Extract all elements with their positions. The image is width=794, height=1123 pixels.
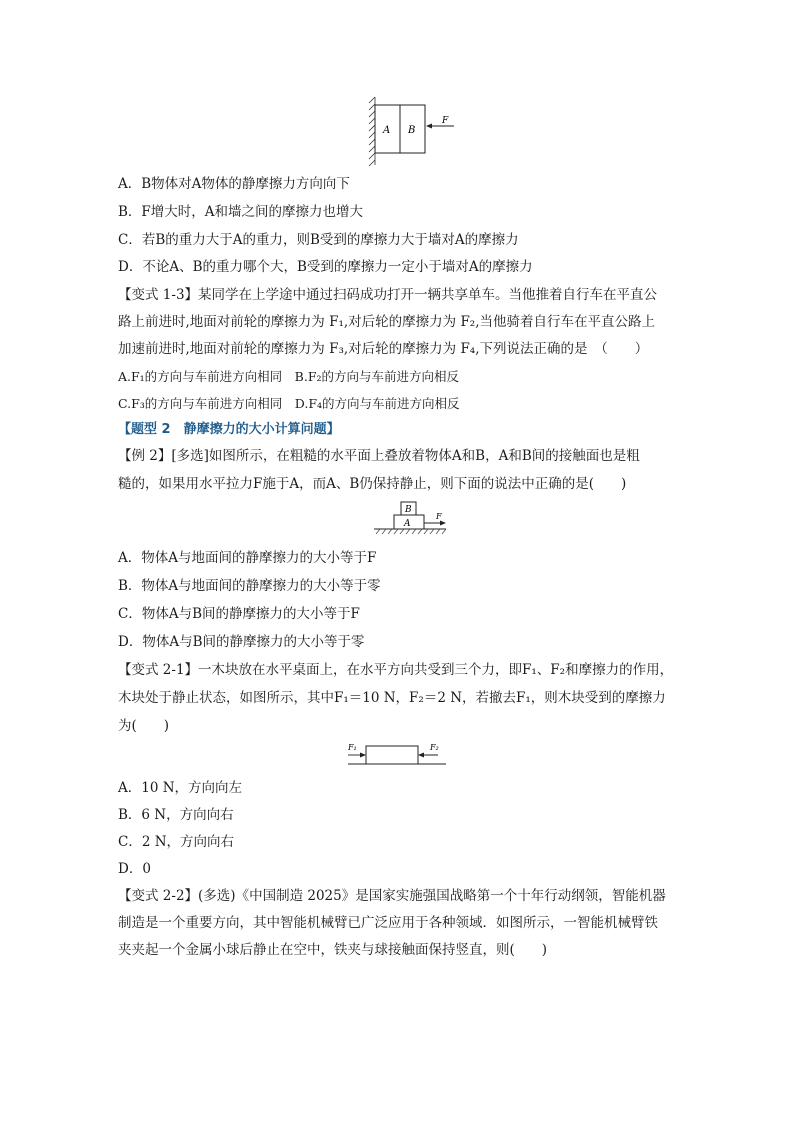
q1-option-a: A．B物体对A物体的静摩擦力方向向下 — [118, 176, 350, 192]
figure-stacked-blocks — [372, 500, 452, 538]
var13-options-cd: C.F₃的方向与车前进方向相同 D.F₄的方向与车前进方向相反 — [118, 396, 460, 411]
q1-option-d: D．不论A、B的重力哪个大，B受到的摩擦力一定小于墙对A的摩擦力 — [118, 259, 533, 275]
var22-line-3: 夹夹起一个金属小球后静止在空中，铁夹与球接触面保持竖直，则( ) — [118, 942, 548, 958]
q1-option-c: C．若B的重力大于A的重力，则B受到的摩擦力大于墙对A的摩擦力 — [118, 232, 519, 248]
ex2-option-c: C．物体A与B间的静摩擦力的大小等于F — [118, 606, 360, 622]
ground-hatch — [376, 529, 446, 534]
var13-line-1: 【变式 1-3】某同学在上学途中通过扫码成功打开一辆共享单车。当他推着自行车在平直公 — [118, 287, 658, 303]
figure-block-two-forces — [344, 740, 450, 770]
var21-line-1: 【变式 2-1】一木块放在水平桌面上，在水平方向共受到三个力，即F₁、F₂和摩擦力的作用， — [118, 662, 674, 678]
var22-line-2: 制造是一个重要方向，其中智能机械臂已广泛应用于各种领域．如图所示，一智能机械臂铁 — [118, 915, 658, 931]
var21-option-d: D．0 — [118, 861, 151, 877]
var21-line-2: 木块处于静止状态，如图所示，其中F₁＝10 N，F₂＝2 N，若撤去F₁，则木块受到的摩擦力 — [118, 690, 666, 706]
var21-option-c: C．2 N，方向向右 — [118, 834, 235, 850]
q1-option-b: B．F增大时，A和墙之间的摩擦力也增大 — [118, 204, 364, 220]
var13-line-3: 加速前进时,地面对前轮的摩擦力为 F₃,对后轮的摩擦力为 F₄,下列说法正确的是 （ ） — [118, 341, 649, 357]
label-f: F — [436, 512, 442, 521]
ex2-option-b: B．物体A与地面间的静摩擦力的大小等于零 — [118, 578, 381, 594]
var21-option-a: A．10 N，方向向左 — [118, 780, 243, 796]
label-f: F — [442, 116, 449, 126]
figure-wall-blocks — [366, 95, 466, 167]
ex2-option-d: D．物体A与B间的静摩擦力的大小等于零 — [118, 634, 365, 650]
label-b: B — [408, 125, 416, 136]
var13-line-2: 路上前进时,地面对前轮的摩擦力为 F₁,对后轮的摩擦力为 F₂,当他骑着自行车在平直公路上 — [118, 314, 656, 330]
label-a: A — [404, 519, 411, 529]
label-a: A — [383, 125, 391, 136]
var13-options-ab: A.F₁的方向与车前进方向相同 B.F₂的方向与车前进方向相反 — [118, 369, 460, 384]
ex2-option-a: A．物体A与地面间的静摩擦力的大小等于F — [118, 550, 377, 566]
var22-line-1: 【变式 2-2】(多选)《中国制造 2025》是国家实施强国战略第一个十年行动纲领，智能机器 — [118, 888, 666, 904]
var21-option-b: B．6 N，方向向右 — [118, 807, 234, 823]
ex2-line-1: 【例 2】[多选]如图所示，在粗糙的水平面上叠放着物体A和B，A和B间的接触面也是粗 — [118, 448, 640, 464]
section-2-title: 【题型 2 静摩擦力的大小计算问题】 — [118, 422, 340, 437]
wall-hatch — [369, 97, 375, 166]
block — [366, 746, 418, 764]
label-f2: F₂ — [430, 743, 439, 752]
var21-line-3: 为( ) — [118, 718, 170, 734]
label-f1: F₁ — [348, 743, 357, 752]
ex2-line-2: 糙的，如果用水平拉力F施于A，而A、B仍保持静止，则下面的说法中正确的是( ) — [118, 476, 627, 492]
label-b: B — [405, 505, 412, 515]
